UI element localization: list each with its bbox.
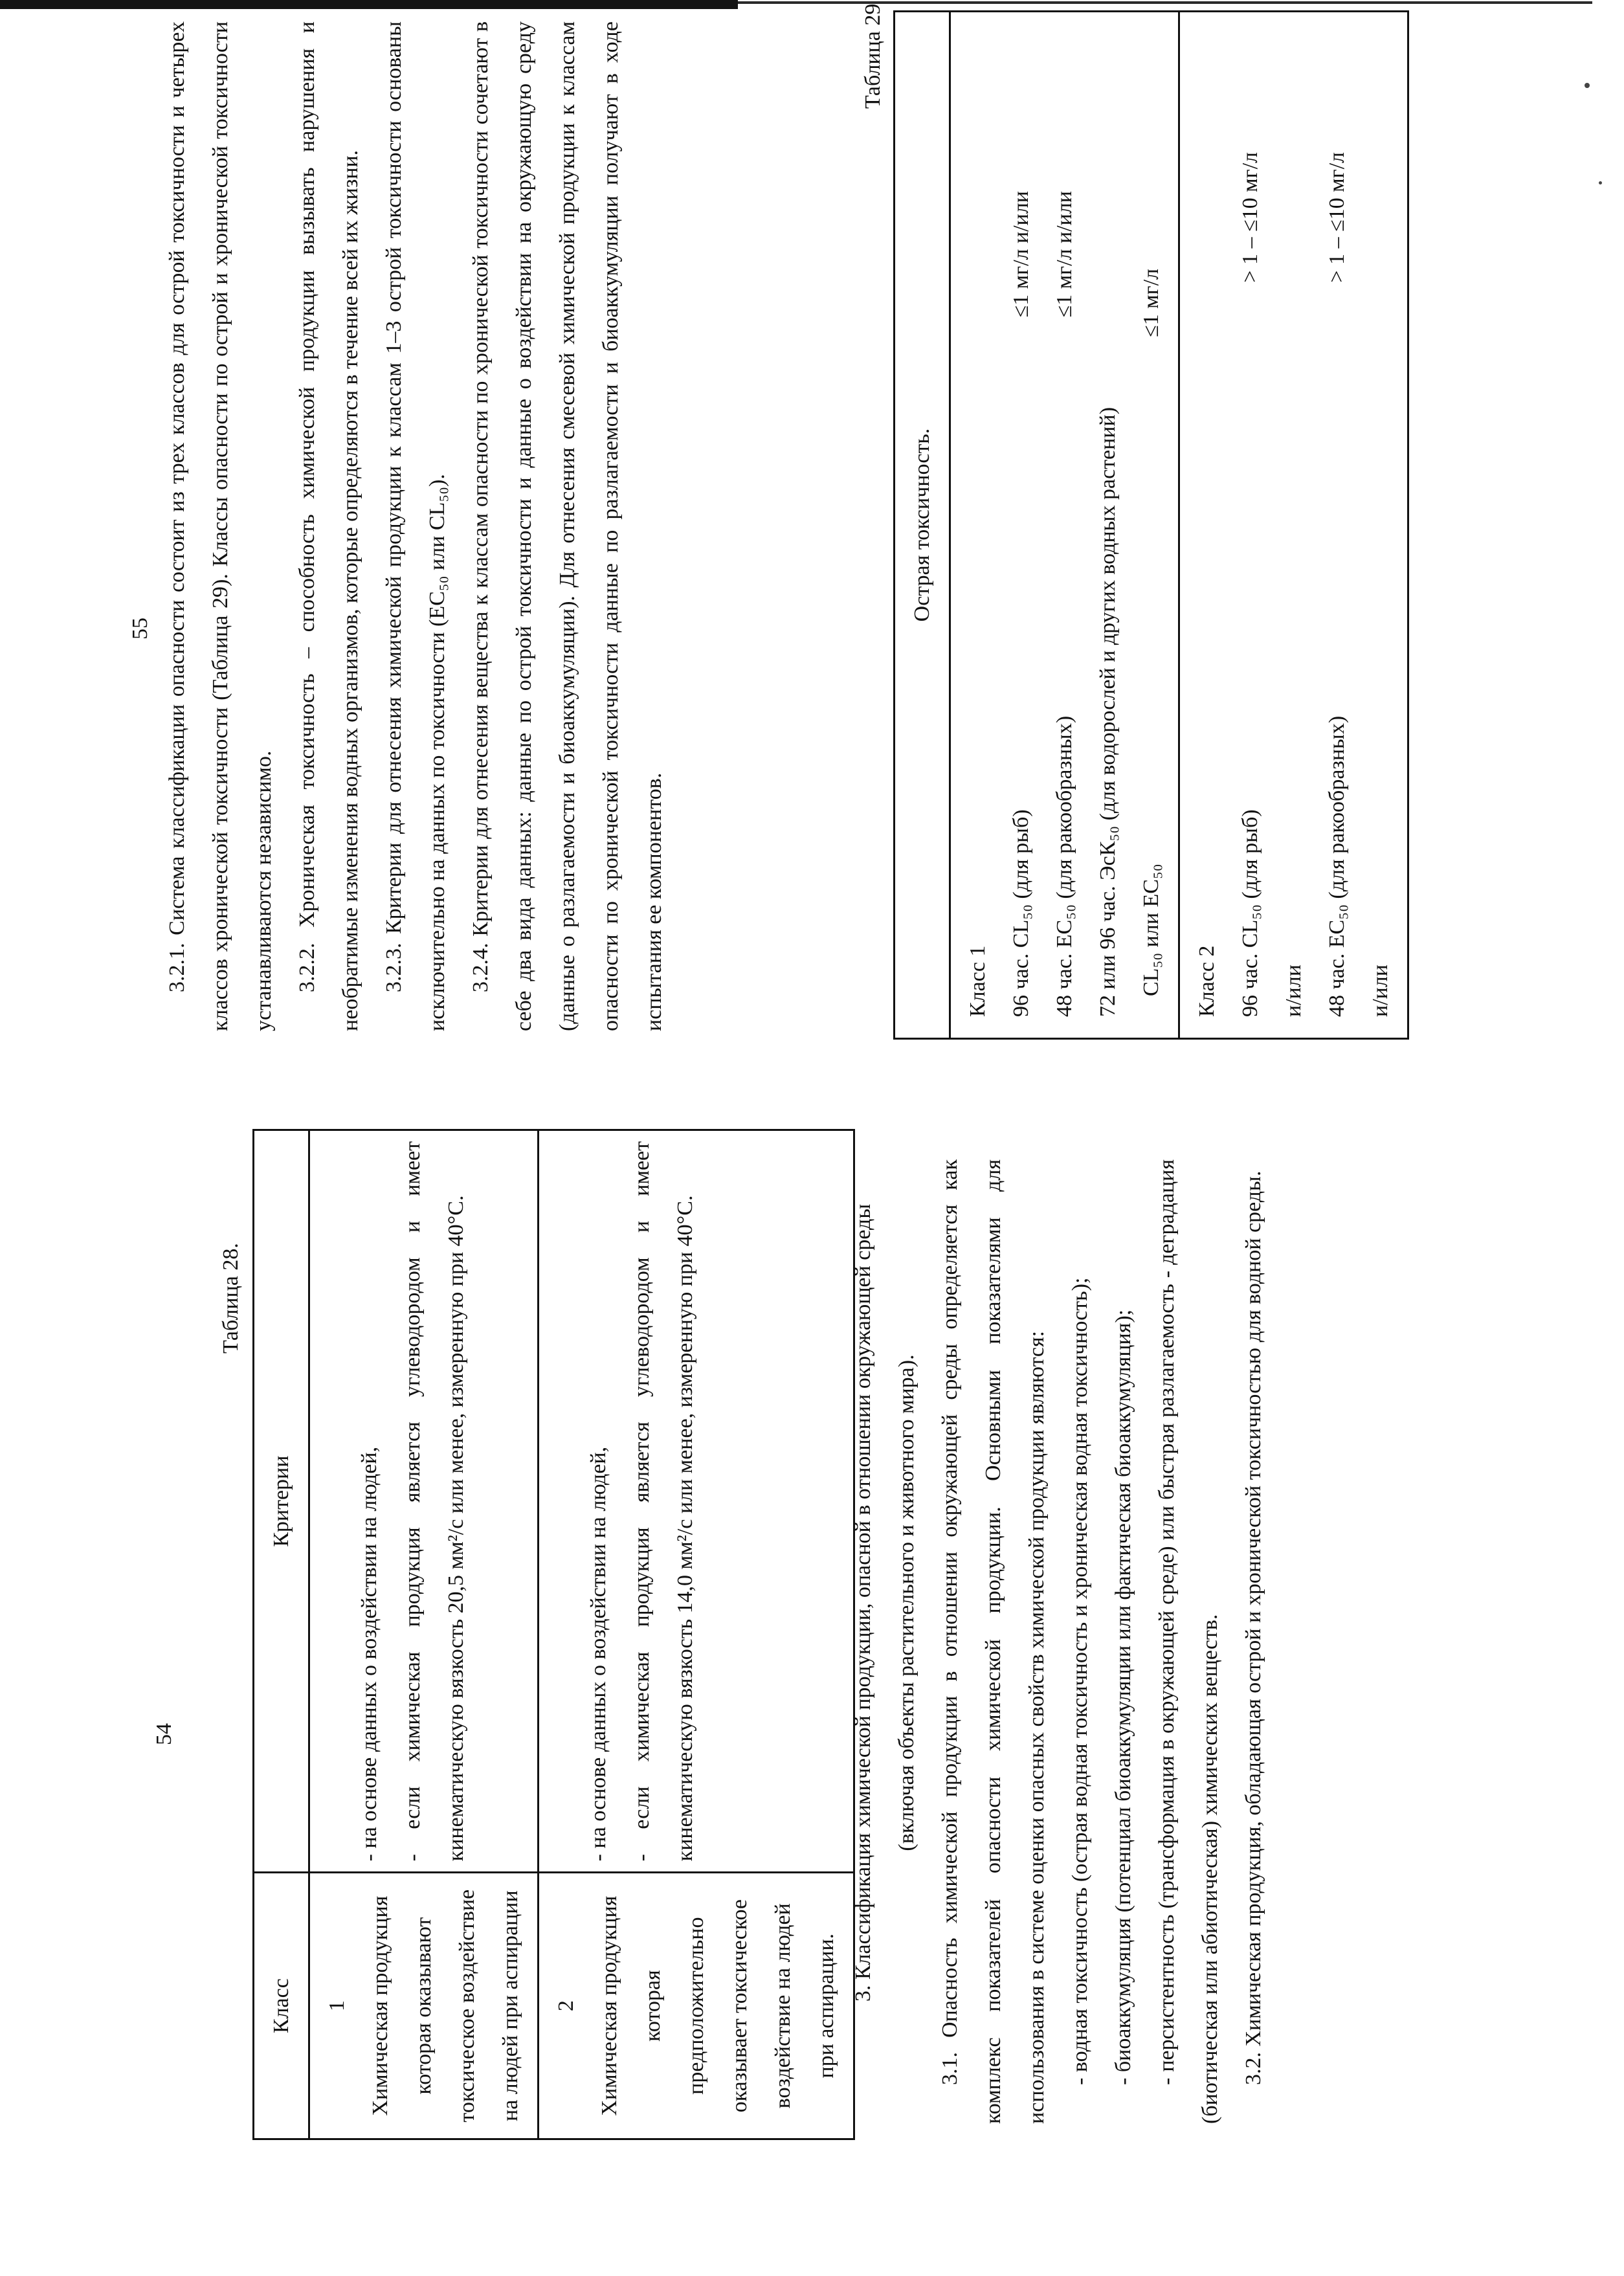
paragraph: 3.2. Химическая продукция, обладающая острой и хронической токсичностью для водной среды.: [1241, 1170, 1265, 2085]
criterion-row: [1043, 23, 1086, 1017]
table-row: [309, 1130, 539, 2139]
table-28: [252, 1129, 855, 2140]
paragraph: - биоаккумуляция (потенциал биоаккумуляции или фактическая биоаккумуляция);: [1111, 1309, 1135, 2085]
section-text: [155, 21, 676, 1031]
criterion: - на основе данных о воздействии на людей,: [357, 1446, 381, 1862]
header-acute-toxicity: Острая токсичность.: [895, 12, 950, 1039]
criterion: - если химическая продукция является углеводородом и имеет кинематическую вязкость 20,5 мм²/с или менее, измеренную при 40°С.: [401, 1141, 468, 1862]
section-heading: 3. Классификация химической продукции, опасной в отношении окружающей среды (включая объекты растительного и животного мира).: [851, 1203, 918, 2002]
criterion-label: и/или: [1282, 965, 1306, 1017]
criterion-label: 96 час. CL₅₀ (для рыб): [1238, 809, 1262, 1017]
criterion-value: ≤1 мг/л и/или: [1052, 191, 1076, 318]
criterion-label: 48 час. ЕС₅₀ (для ракообразных): [1325, 715, 1349, 1017]
criterion-value: ≤1 мг/л: [1139, 269, 1163, 338]
criterion-row: [1086, 23, 1129, 1017]
table-row: [539, 1130, 854, 2139]
criterion-label: CL₅₀ или ЕС₅₀: [1139, 864, 1163, 996]
class-cell: [539, 1873, 854, 2139]
table-row-class-1: [950, 12, 1179, 1039]
criterion-row: [1229, 23, 1272, 1017]
paragraph: 3.2.3. Критерии для отнесения химической продукции к классам 1–3 острой токсичности основаны исключительно на данных по токсичности (ЕС₅₀ или CL₅₀).: [382, 21, 449, 1031]
table-caption: Таблица 28.: [219, 1243, 243, 1354]
table-header-row: [254, 1130, 309, 2139]
page-number: 54: [152, 1723, 176, 1745]
paragraph: - водная токсичность (острая водная токсичность и хроническая водная токсичность);: [1068, 1277, 1092, 2085]
class-cell: [309, 1873, 539, 2139]
class-2-cell: [1179, 12, 1408, 1039]
paragraph: 3.2.4. Критерии для отнесения вещества к классам опасности по хронической токсичности сочетают в себе два вида данных: данные по острой токсичности и данные о воздействии на окружающую среду (данные о разлагаемости и биоаккумуляции). Для отнесения смесевой химической продукции к классам опасности по хронической токсичности данные по разлагаемости и биоаккумуляции получают в ходе испытания ее компонентов.: [469, 21, 666, 1031]
table-29: [893, 10, 1409, 1040]
header-criteria: Критерии: [254, 1130, 309, 1873]
criterion-value: ≤1 мг/л и/или: [1009, 191, 1033, 318]
criterion-row: [1129, 23, 1173, 1017]
paragraph: - персистентность (трансформация в окружающей среде) или быстрая разлагаемость - деградация (биотическая или абиотическая) химических веществ.: [1155, 1159, 1222, 2124]
paragraph: 3.2.2. Хроническая токсичность – способность химической продукции вызывать нарушения и необратимые изменения водных организмов, которые определяются в течение всей их жизни.: [295, 21, 362, 1031]
criterion-row: [999, 23, 1043, 1017]
class-number: 1: [325, 2000, 349, 2012]
criterion-row: [1359, 23, 1402, 1017]
class-description: Химическая продукция которая оказывают токсическое воздействие на людей при аспирации: [368, 1889, 522, 2123]
class-number: 2: [554, 2000, 578, 2012]
table-row-class-2: [1179, 12, 1408, 1039]
page-54: [0, 1138, 1624, 2276]
criterion-value: > 1 – ≤10 мг/л: [1238, 152, 1262, 283]
criterion-label: 96 час. CL₅₀ (для рыб): [1009, 809, 1033, 1017]
criterion: - на основе данных о воздействии на людей,: [586, 1446, 610, 1862]
class-title: Класс 1: [966, 945, 990, 1017]
criterion-row: [1272, 23, 1315, 1017]
header-class: Класс: [254, 1873, 309, 2139]
class-description: Химическая продукция которая предположительно оказывает токсическое воздействие на людей при аспирации.: [597, 1895, 838, 2116]
page-number: 55: [128, 618, 152, 640]
criterion-label: и/или: [1368, 965, 1392, 1017]
table-caption: Таблица 29: [861, 3, 885, 109]
criterion-label: 72 или 96 час. ЭсК₅₀ (для водорослей и других водных растений): [1096, 407, 1120, 1017]
criterion-row: [1315, 23, 1359, 1017]
class-title: Класс 2: [1195, 945, 1219, 1017]
criteria-cell: [309, 1130, 539, 1873]
criterion: - если химическая продукция является углеводородом и имеет кинематическую вязкость 14,0 мм²/с или менее, измеренную при 40°С.: [630, 1141, 697, 1862]
paragraph: 3.1. Опасность химической продукции в отношении окружающей среды определяется как комплекс показателей опасности химической продукции. Основными показателями для использования в системе оценки опасных свойств химической продукции являются:: [938, 1159, 1049, 2124]
section-text: [841, 1159, 1275, 2124]
criterion-value: > 1 – ≤10 мг/л: [1325, 152, 1349, 283]
class-1-cell: [950, 12, 1179, 1039]
criterion-label: 48 час. ЕС₅₀ (для ракообразных): [1052, 715, 1076, 1017]
paragraph: 3.2.1. Система классификации опасности состоит из трех классов для острой токсичности и четырех классов хронической токсичности (Таблица 29). Классы опасности по острой и хронической токсичности устанавливаются независимо.: [165, 21, 276, 1031]
table-header-row: [895, 12, 950, 1039]
criteria-cell: [539, 1130, 854, 1873]
